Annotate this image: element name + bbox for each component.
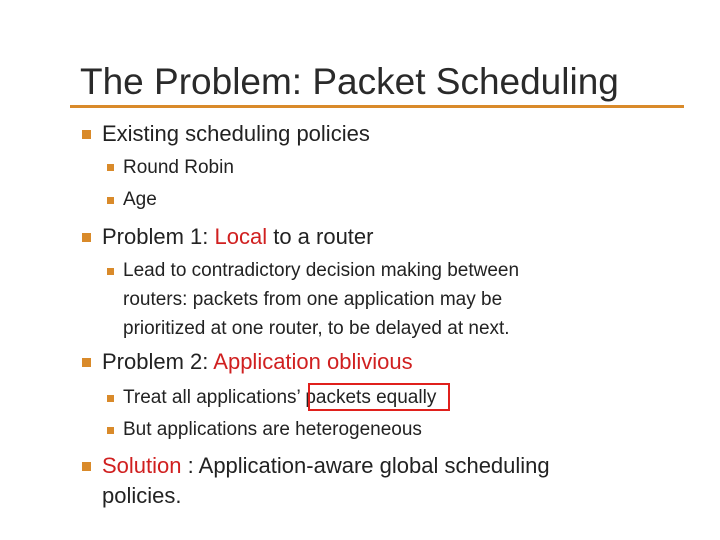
bullet-problem-2 — [102, 347, 413, 377]
bullet-existing-policies: Existing scheduling policies — [102, 121, 370, 146]
problem-1-prefix: Problem 1: — [102, 224, 215, 249]
sub-bullet-contradictory-line-2: routers: packets from one application may be — [123, 289, 503, 310]
sub-bullet-marker — [107, 427, 114, 434]
sub-bullet-marker — [107, 268, 114, 275]
sub-bullet-marker — [107, 395, 114, 402]
bullet-marker — [82, 130, 91, 139]
sub-bullet-treat-equally: Treat all applications’ packets equally — [123, 387, 437, 408]
sub-bullet-marker — [107, 164, 114, 171]
bullet-problem-1 — [102, 222, 373, 252]
title-underline — [70, 105, 684, 108]
bullet-solution-line-2: policies. — [102, 483, 182, 508]
sub-bullet-contradictory-line-1: Lead to contradictory decision making between — [123, 260, 520, 281]
problem-1-highlight: Local — [214, 224, 268, 249]
sub-bullet-round-robin: Round Robin — [123, 157, 234, 178]
callout-box — [308, 383, 450, 411]
sub-bullet-heterogeneous: But applications are heterogeneous — [123, 419, 422, 440]
bullet-marker — [82, 233, 91, 242]
bullet-marker — [82, 358, 91, 367]
solution-suffix: : Application-aware global scheduling — [181, 453, 550, 478]
sub-bullet-contradictory-line-3: prioritized at one router, to be delayed at next. — [123, 318, 510, 339]
solution-highlight: Solution — [102, 453, 182, 478]
sub-bullet-marker — [107, 197, 114, 204]
bullet-marker — [82, 462, 91, 471]
problem-2-highlight: Application oblivious — [213, 349, 413, 374]
problem-1-suffix: to a router — [267, 224, 374, 249]
sub-bullet-age: Age — [123, 189, 157, 210]
problem-2-prefix: Problem 2: — [102, 349, 214, 374]
slide-title: The Problem: Packet Scheduling — [80, 61, 619, 102]
bullet-solution — [102, 451, 550, 481]
